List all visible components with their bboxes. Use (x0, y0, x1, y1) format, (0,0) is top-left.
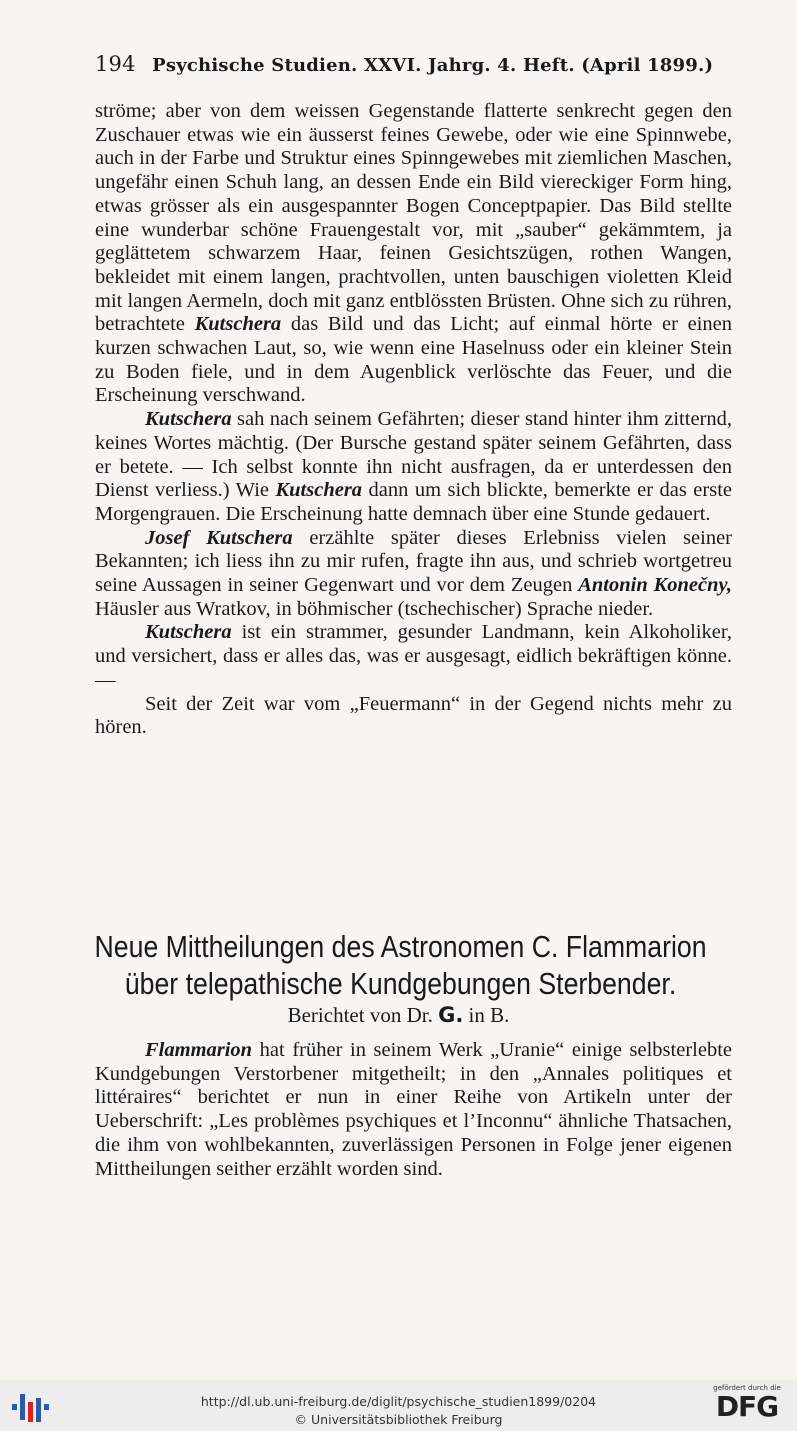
dfg-logo (703, 1384, 791, 1428)
running-header (95, 52, 735, 76)
paragraph: Kutschera sah nach seinem Gefährten; dieser stand hinter ihm zitternd, keines Wortes mächtig. (Der Bursche gestand später seinem Gefährten, dass er betete. — Ich selbst konnte ihn nicht ausfragen, da er unterdessen den Dienst verliess.) Wie Kutschera dann um sich blickte, bemerkte er das erste Morgengrauen. Die Erscheinung hatte demnach über eine Stunde gedauert. (95, 408, 732, 525)
byline-suffix: in B. (468, 1003, 510, 1027)
byline-initial: G. (438, 1003, 464, 1027)
paragraph: Seit der Zeit war vom „Feuermann“ in der Gegend nichts mehr zu hören. (95, 692, 732, 739)
funded-by-label: gefördert durch die (713, 1384, 781, 1392)
paragraph: ströme; aber von dem weissen Gegenstande flatterte senkrecht gegen den Zuschauer etwas wie ein äusserst feines Gewebe, oder wie eine Spinnwebe, auch in der Farbe und Struktur eines Spinngewebes mit ziemlichen Maschen, ungefähr einen Schuh lang, an dessen Ende ein Bild viereckiger Form hing, etwas grösser als ein ausgespannter Bogen Conceptpapier. Das Bild stellte eine wunderbar schöne Frauengestalt vor, mit „sauber“ gekämmtem, ja geglättetem schwarzem Haar, feinen Gesichtszügen, rothen Wangen, bekleidet mit einem langen, prachtvollen, unten bauschigen violetten Kleid mit langen Aermeln, doch mit ganz entblössten Brüsten. Ohne sich zu rühren, betrachtete Kutschera das Bild und das Licht; auf einmal hörte er einen kurzen schwachen Laut, so, wie wenn eine Haselnuss oder ein kleiner Stein zu Boden fiele, und in dem Augenblick verlöschte das Feuer, und die Erscheinung verschwand. (95, 100, 732, 407)
article-body (95, 1039, 732, 1181)
article-title (58, 928, 743, 1002)
body-text (95, 100, 732, 740)
paragraph: Josef Kutschera erzählte später dieses Erlebniss vielen seiner Bekannten; ich liess ihn zu mir rufen, fragte ihn aus, und schrieb wortgetreu seine Aussagen in seiner Gegenwart und vor dem Zeugen Antonin Konečny, Häusler aus Wratkov, in böhmischer (tschechischer) Sprache nieder. (95, 526, 732, 620)
italic-name: Josef Kutschera (145, 526, 293, 549)
paragraph: Kutschera ist ein strammer, gesunder Landmann, kein Alkoholiker, und versichert, dass er alles das, was er ausgesagt, eidlich bekräftigen könne. — (95, 621, 732, 691)
dfg-logo-text: DFG (715, 1390, 779, 1423)
paragraph: Flammarion hat früher in seinem Werk „Uranie“ einige selbsterlebte Kundgebungen Verstorbener mitgetheilt; in den „Annales politiques et littéraires“ berichtet er nun in einer Reihe von Artikeln unter der Ueberschrift: „Les problèmes psychiques et l’Inconnu“ ähnliche Thatsachen, die ihm von wohlbekannten, zuverlässigen Personen in Folge jener eigenen Mittheilungen seither erzählt worden sind. (95, 1039, 732, 1180)
footer-url[interactable]: http://dl.ub.uni-freiburg.de/diglit/psychische_studien1899/0204 (200, 1394, 597, 1409)
italic-name: Antonin Konečny, (578, 574, 732, 597)
italic-name: Kutschera (145, 621, 232, 644)
italic-name: Kutschera (275, 479, 363, 502)
footer-bar (0, 1380, 797, 1431)
italic-name: Flammarion (145, 1039, 253, 1061)
italic-name: Kutschera (194, 313, 282, 336)
running-title: Psychische Studien. XXVI. Jahrg. 4. Heft. (April 1899.) (152, 55, 714, 76)
article-byline (0, 1003, 797, 1028)
article-title-line-2: über telepathische Kundgebungen Sterbender. (124, 966, 677, 1001)
article-title-line-1: Neue Mittheilungen des Astronomen C. Flammarion (94, 929, 707, 964)
footer-copyright: © Universitätsbibliothek Freiburg (294, 1412, 503, 1427)
page-number: 194 (95, 52, 136, 76)
byline-prefix: Berichtet von Dr. (287, 1003, 433, 1027)
italic-name: Kutschera (145, 408, 232, 431)
